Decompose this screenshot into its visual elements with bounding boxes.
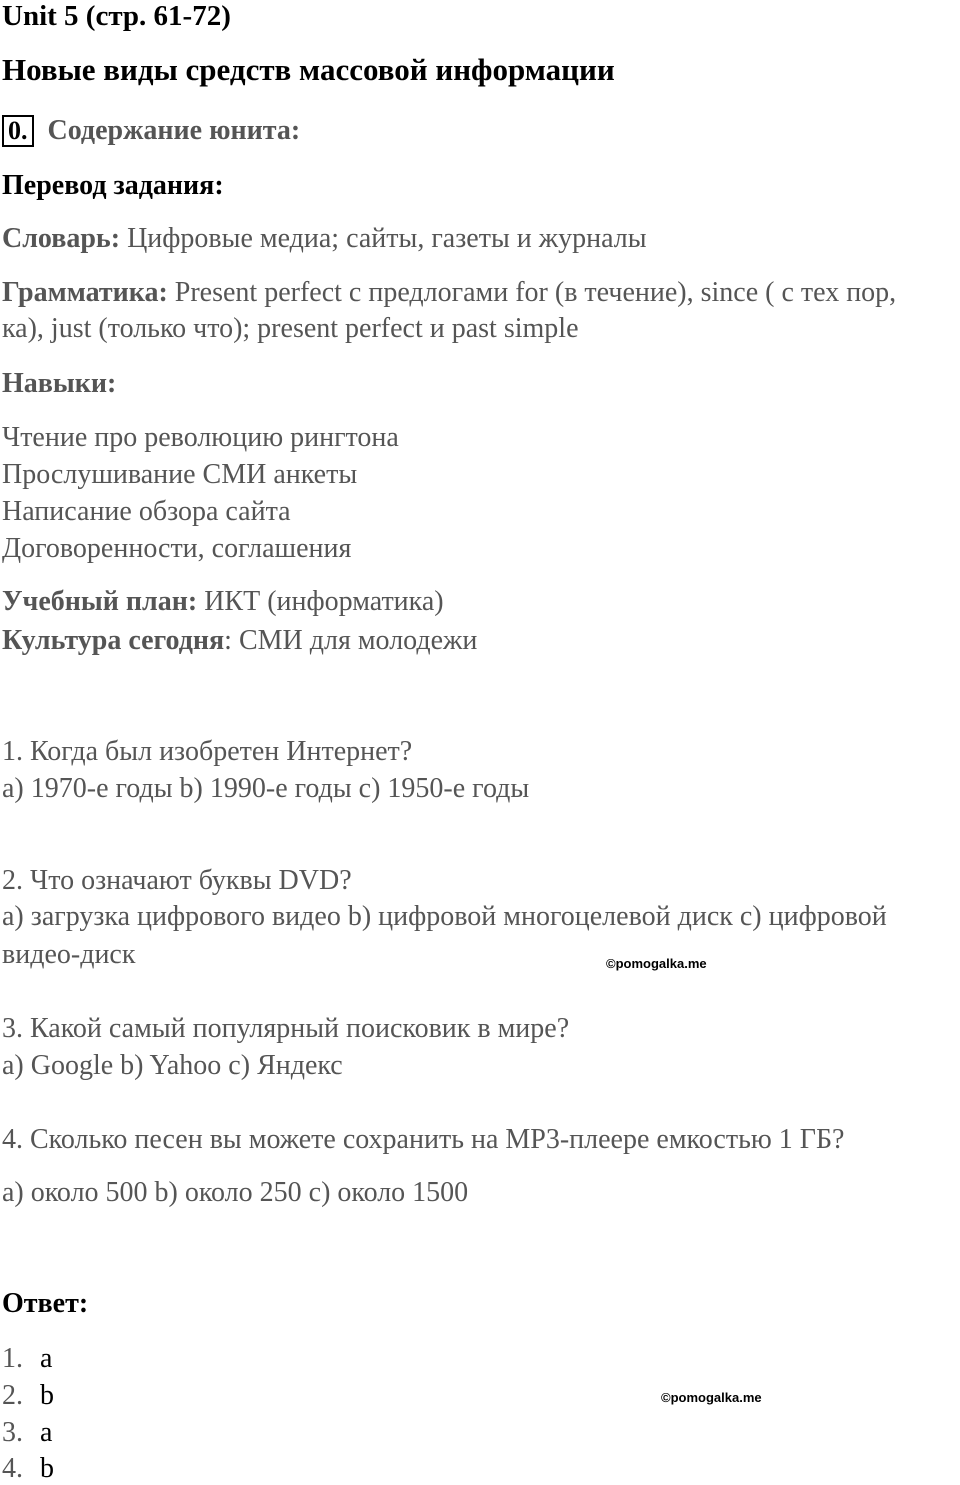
question-2-options: a) загрузка цифрового видео b) цифровой многоцелевой диск c) цифровой: [2, 901, 887, 932]
answer-value: b: [40, 1453, 54, 1484]
answer-number: 2.: [2, 1380, 23, 1411]
grammar-line-1: [2, 277, 896, 309]
question-3-options: a) Google b) Yahoo c) Яндекс: [2, 1050, 343, 1081]
curriculum-text: ИКТ (информатика): [197, 586, 444, 617]
answer-number: 3.: [2, 1417, 23, 1448]
grammar-label: Грамматика:: [2, 277, 168, 308]
question-3: 3. Какой самый популярный поисковик в мире?: [2, 1013, 570, 1044]
question-4-options: a) около 500 b) около 250 c) около 1500: [2, 1177, 469, 1208]
question-1: 1. Когда был изобретен Интернет?: [2, 736, 413, 767]
skill-item: Написание обзора сайта: [2, 496, 291, 527]
section-number-box: 0.: [2, 115, 34, 147]
culture-line: [2, 625, 477, 657]
watermark: ©pomogalka.me: [606, 956, 707, 971]
answer-item: [2, 1417, 52, 1449]
section-heading: [2, 115, 300, 147]
answer-value: a: [40, 1417, 53, 1448]
skill-item: Прослушивание СМИ анкеты: [2, 459, 358, 490]
culture-text: : СМИ для молодежи: [224, 625, 478, 656]
grammar-line-2: ка), just (только что); present perfect и past simple: [2, 313, 579, 344]
answer-value: a: [40, 1343, 53, 1374]
vocabulary-label: Словарь:: [2, 223, 121, 254]
watermark: ©pomogalka.me: [661, 1390, 762, 1405]
answer-number: 1.: [2, 1343, 23, 1374]
vocabulary-line: [2, 223, 647, 255]
culture-label: Культура сегодня: [2, 625, 225, 656]
curriculum-line: [2, 586, 444, 618]
question-1-options: a) 1970-е годы b) 1990-е годы c) 1950-е годы: [2, 773, 530, 804]
page-title: Новые виды средств массовой информации: [2, 52, 615, 87]
question-2-options-cont: видео-диск: [2, 939, 136, 970]
answer-value: b: [40, 1380, 54, 1411]
unit-heading: Unit 5 (стр. 61-72): [2, 0, 231, 32]
answer-number: 4.: [2, 1453, 23, 1484]
answer-item: [2, 1380, 54, 1412]
answer-item: [2, 1343, 52, 1375]
skill-item: Чтение про революцию рингтона: [2, 422, 399, 453]
answer-heading: Ответ:: [2, 1288, 89, 1319]
translation-heading: Перевод задания:: [2, 170, 224, 201]
question-2: 2. Что означают буквы DVD?: [2, 865, 352, 896]
skill-item: Договоренности, соглашения: [2, 533, 352, 564]
section-label: Содержание юнита:: [47, 115, 301, 146]
grammar-text-1: Present perfect с предлогами for (в течение), since ( с тех пор,: [167, 277, 897, 308]
curriculum-label: Учебный план:: [2, 586, 198, 617]
question-4: 4. Сколько песен вы можете сохранить на MP3-плеере емкостью 1 ГБ?: [2, 1124, 845, 1155]
vocabulary-text: Цифровые медиа; сайты, газеты и журналы: [120, 223, 647, 254]
answer-item: [2, 1453, 54, 1485]
skills-label: Навыки:: [2, 368, 117, 399]
